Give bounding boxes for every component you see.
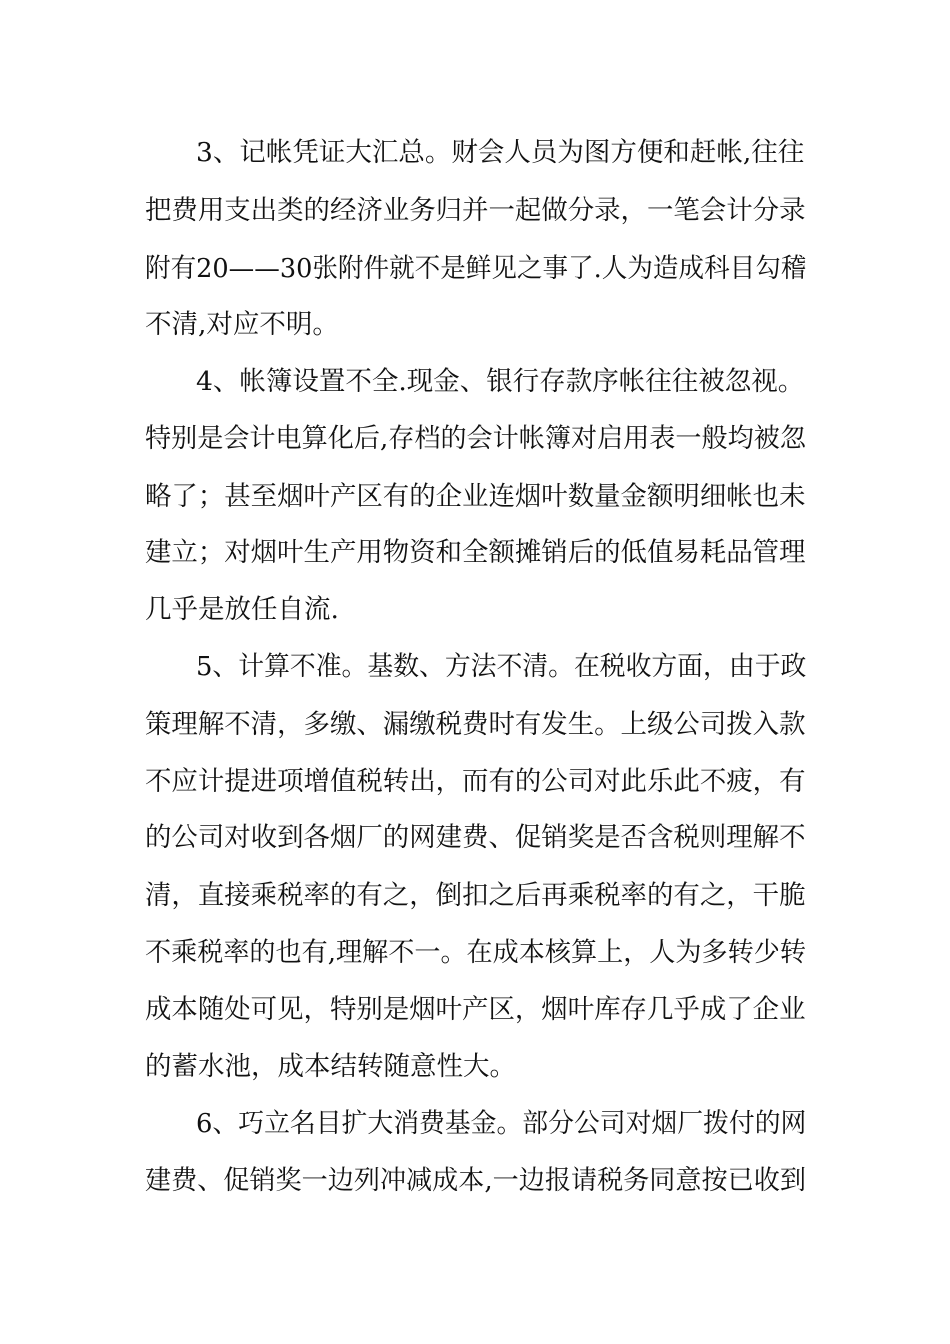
text-line: 5、计算不准。基数、方法不清。在税收方面，由于政	[196, 651, 807, 682]
text-line: 不乘税率的也有,理解不一。在成本核算上，人为多转少转	[145, 937, 806, 968]
text-line: 把费用支出类的经济业务归并一起做分录，一笔会计分录	[145, 195, 806, 226]
text-line: 建费、促销奖一边列冲减成本,一边报请税务同意按已收到	[145, 1165, 806, 1196]
text-line: 策理解不清，多缴、漏缴税费时有发生。上级公司拨入款	[145, 709, 806, 740]
text-line: 3、记帐凭证大汇总。财会人员为图方便和赶帐,往往	[196, 137, 805, 168]
text-line: 的蓄水池，成本结转随意性大。	[145, 1051, 516, 1082]
text-line: 的公司对收到各烟厂的网建费、促销奖是否含税则理解不	[145, 822, 806, 853]
text-line: 特别是会计电算化后,存档的会计帐簿对启用表一般均被忽	[145, 423, 806, 454]
text-line: 6、巧立名目扩大消费基金。部分公司对烟厂拨付的网	[196, 1108, 807, 1139]
text-line: 不应计提进项增值税转出，而有的公司对此乐此不疲，有	[145, 766, 806, 797]
text-line: 几乎是放任自流.	[145, 594, 339, 625]
text-line: 略了；甚至烟叶产区有的企业连烟叶数量金额明细帐也未	[145, 481, 806, 512]
text-line: 建立；对烟叶生产用物资和全额摊销后的低值易耗品管理	[145, 537, 806, 568]
text-line: 附有20——30张附件就不是鲜见之事了.人为造成科目勾稽	[145, 253, 807, 284]
text-line: 不清,对应不明。	[145, 309, 339, 340]
text-line: 清，直接乘税率的有之，倒扣之后再乘税率的有之，干脆	[145, 880, 806, 911]
text-line: 成本随处可见，特别是烟叶产区，烟叶库存几乎成了企业	[145, 994, 806, 1025]
text-line: 4、帐簿设置不全.现金、银行存款序帐往往被忽视。	[196, 366, 805, 397]
